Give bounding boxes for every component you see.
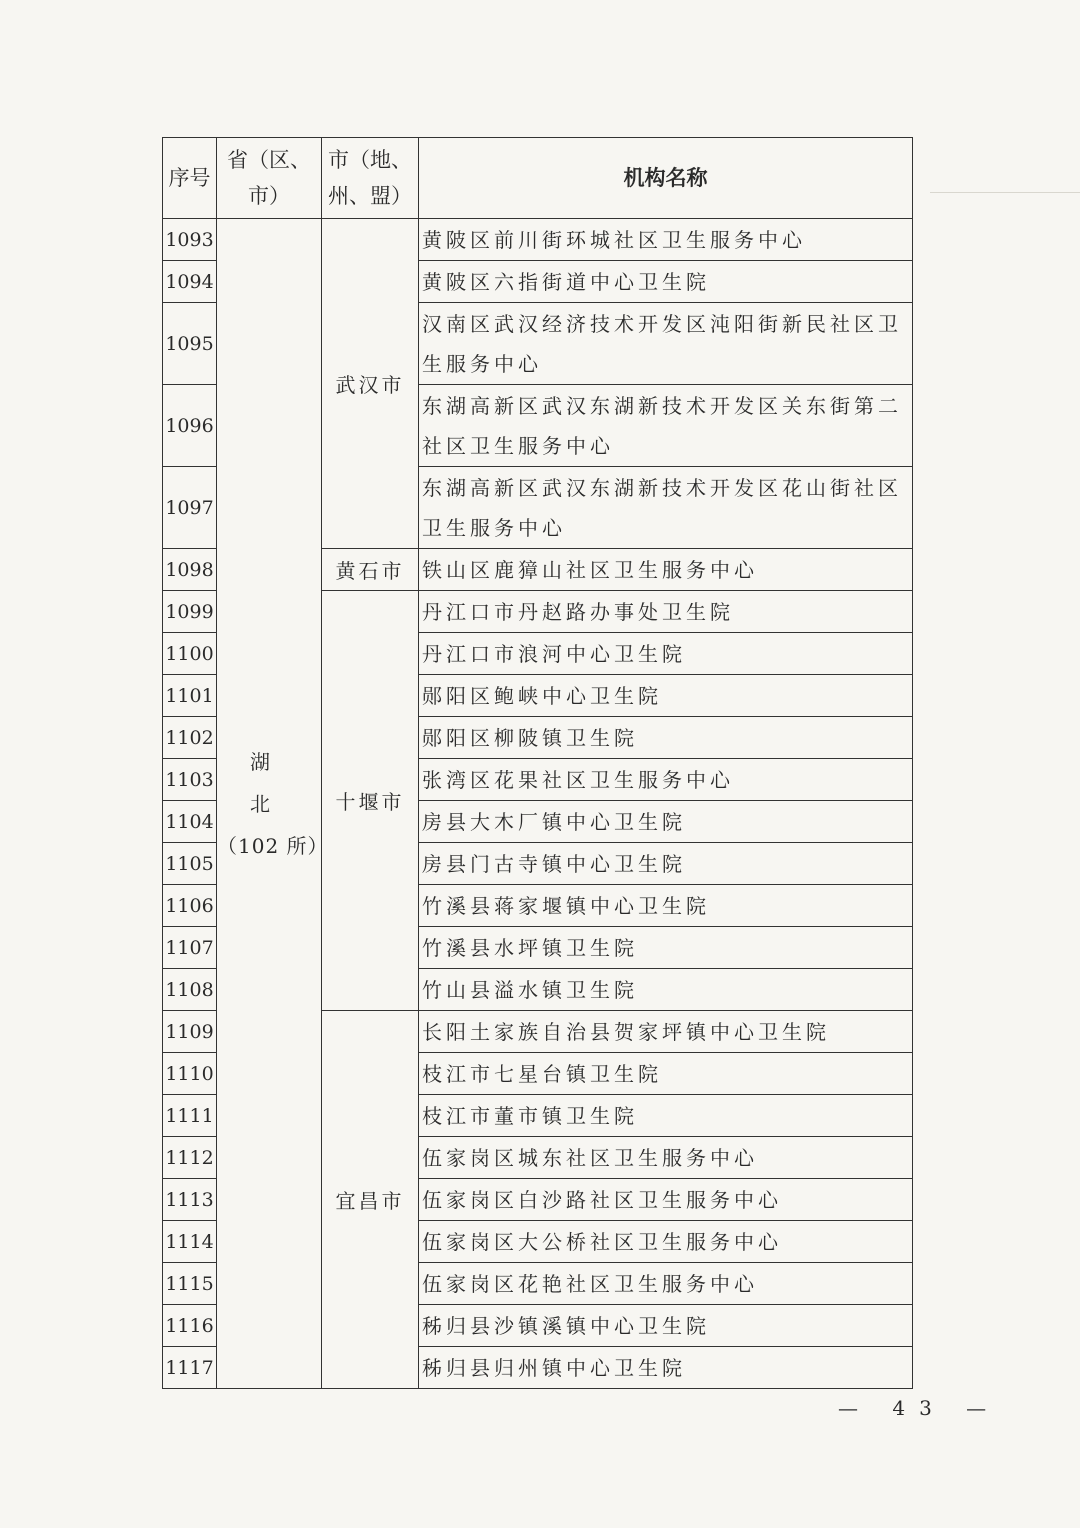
row-number: 1113 xyxy=(163,1179,217,1221)
row-number: 1115 xyxy=(163,1263,217,1305)
org-name: 汉南区武汉经济技术开发区沌阳街新民社区卫生服务中心 xyxy=(419,303,913,385)
header-city-line2: 州、盟） xyxy=(328,184,412,208)
row-number: 1093 xyxy=(163,219,217,261)
row-number: 1111 xyxy=(163,1095,217,1137)
row-number: 1099 xyxy=(163,591,217,633)
row-number: 1105 xyxy=(163,843,217,885)
header-province-line2: 市） xyxy=(248,184,290,208)
province-name: 湖 北 xyxy=(250,749,326,816)
institution-table xyxy=(162,137,913,1389)
org-name: 竹溪县蒋家堰镇中心卫生院 xyxy=(419,885,913,927)
org-name: 东湖高新区武汉东湖新技术开发区关东街第二社区卫生服务中心 xyxy=(419,385,913,467)
org-name: 郧阳区鲍峡中心卫生院 xyxy=(419,675,913,717)
header-org-name: 机构名称 xyxy=(419,138,913,219)
city-cell-yichang: 宜昌市 xyxy=(322,1011,419,1389)
org-name: 枝江市董市镇卫生院 xyxy=(419,1095,913,1137)
org-name: 伍家岗区城东社区卫生服务中心 xyxy=(419,1137,913,1179)
table-header-row xyxy=(163,138,913,219)
row-number: 1100 xyxy=(163,633,217,675)
org-name: 竹溪县水坪镇卫生院 xyxy=(419,927,913,969)
org-name: 秭归县归州镇中心卫生院 xyxy=(419,1347,913,1389)
org-name: 黄陂区前川街环城社区卫生服务中心 xyxy=(419,219,913,261)
table-row xyxy=(163,219,913,261)
province-count: （102 所） xyxy=(217,833,329,858)
row-number: 1103 xyxy=(163,759,217,801)
row-number: 1106 xyxy=(163,885,217,927)
row-number: 1116 xyxy=(163,1305,217,1347)
row-number: 1098 xyxy=(163,549,217,591)
header-province xyxy=(217,138,322,219)
org-name: 枝江市七星台镇卫生院 xyxy=(419,1053,913,1095)
org-name: 房县大木厂镇中心卫生院 xyxy=(419,801,913,843)
org-name: 房县门古寺镇中心卫生院 xyxy=(419,843,913,885)
org-name: 伍家岗区花艳社区卫生服务中心 xyxy=(419,1263,913,1305)
scan-line xyxy=(930,192,1080,193)
org-name: 东湖高新区武汉东湖新技术开发区花山街社区卫生服务中心 xyxy=(419,467,913,549)
row-number: 1096 xyxy=(163,385,217,467)
row-number: 1102 xyxy=(163,717,217,759)
city-cell-wuhan: 武汉市 xyxy=(322,219,419,549)
header-province-line1: 省（区、 xyxy=(227,148,311,172)
row-number: 1097 xyxy=(163,467,217,549)
city-cell-shiyan: 十堰市 xyxy=(322,591,419,1011)
row-number: 1104 xyxy=(163,801,217,843)
org-name: 竹山县溢水镇卫生院 xyxy=(419,969,913,1011)
row-number: 1114 xyxy=(163,1221,217,1263)
city-cell-huangshi: 黄石市 xyxy=(322,549,419,591)
row-number: 1095 xyxy=(163,303,217,385)
org-name: 伍家岗区大公桥社区卫生服务中心 xyxy=(419,1221,913,1263)
org-name: 伍家岗区白沙路社区卫生服务中心 xyxy=(419,1179,913,1221)
page-number: — 43 — xyxy=(838,1396,1001,1420)
org-name: 铁山区鹿獐山社区卫生服务中心 xyxy=(419,549,913,591)
row-number: 1107 xyxy=(163,927,217,969)
org-name: 黄陂区六指街道中心卫生院 xyxy=(419,261,913,303)
row-number: 1094 xyxy=(163,261,217,303)
row-number: 1110 xyxy=(163,1053,217,1095)
row-number: 1109 xyxy=(163,1011,217,1053)
org-name: 长阳土家族自治县贺家坪镇中心卫生院 xyxy=(419,1011,913,1053)
row-number: 1101 xyxy=(163,675,217,717)
header-seq: 序号 xyxy=(163,138,217,219)
header-city-line1: 市（地、 xyxy=(328,148,412,172)
org-name: 丹江口市浪河中心卫生院 xyxy=(419,633,913,675)
province-cell xyxy=(217,219,329,1389)
org-name: 丹江口市丹赵路办事处卫生院 xyxy=(419,591,913,633)
row-number: 1108 xyxy=(163,969,217,1011)
org-name: 秭归县沙镇溪镇中心卫生院 xyxy=(419,1305,913,1347)
row-number: 1117 xyxy=(163,1347,217,1389)
org-name: 郧阳区柳陂镇卫生院 xyxy=(419,717,913,759)
header-city xyxy=(322,138,419,219)
org-name: 张湾区花果社区卫生服务中心 xyxy=(419,759,913,801)
row-number: 1112 xyxy=(163,1137,217,1179)
